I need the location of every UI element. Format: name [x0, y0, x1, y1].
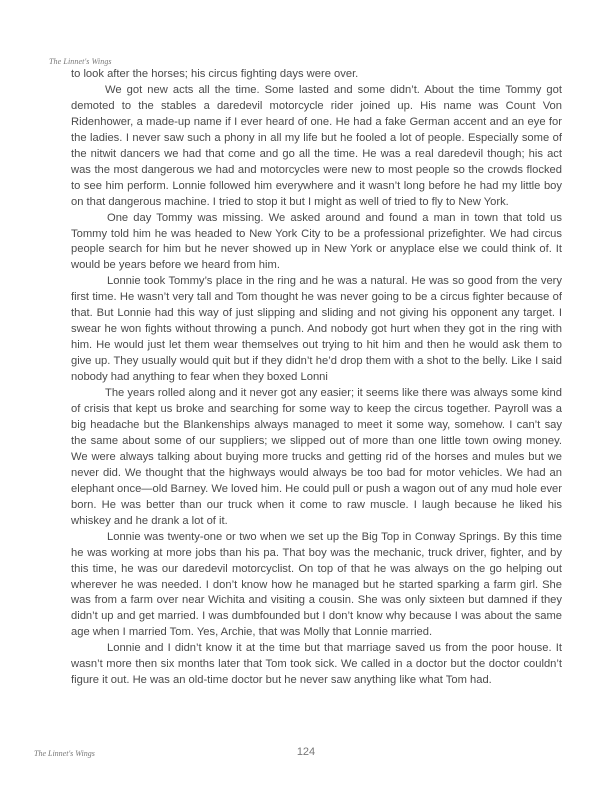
paragraph: The years rolled along and it never got any easier; it seems like there was always some kind of crisis that kept us broke and searching for some way to keep the circus together. Payroll was a big headache but the Blankenships always managed to meet it some way, somehow. I can’t say the same about some of our suppliers; we slipped out of more than one little town owing money. We were always talking about buying more trucks and getting rid of the horses and mules but we never did. We thought that the highways would always be too bad for motor vehicles. We had an elephant once—old Barney. We loved him. He could pull or push a wagon out of any mud hole ever born. He was better than our truck when it come to raw muscle. I laugh because he liked his whiskey and he drank a lot of it. — [71, 387, 562, 527]
paragraph: Lonnie and I didn’t know it at the time but that marriage saved us from the poor house. It wasn’t more then six months later that Tom took sick. We called in a doctor but the doctor couldn’t figure it out. He was an old-time doctor but he never saw anything like what Tom had. — [71, 642, 562, 687]
paragraph: Lonnie took Tommy’s place in the ring and he was a natural. He was so good from the very first time. He wasn’t very tall and Tom thought he was never going to be a circus fighter because of that. But Lonnie had this way of just slipping and sliding and not giving his opponent any target. I swear he won fights without throwing a punch. And nobody got hurt when they got in the ring with him. He would just let them wear themselves out trying to hit him and then he would ask them to give up. They usually would quit but if they didn’t he’d drop them with a shot to the belly. Like I said nobody had anything to fear when they boxed Lonni — [71, 275, 562, 384]
footer-book-title: The Linnet's Wings — [34, 749, 95, 758]
paragraph: One day Tommy was missing. We asked around and found a man in town that told us Tommy told him he was headed to New York City to be a professional prizefighter. We had circus people search for him but he never showed up in New York or anyplace else we could think of. It would be years before we heard from him. — [71, 211, 562, 272]
page-number: 124 — [296, 746, 316, 758]
body-text — [71, 67, 562, 689]
paragraph: We got new acts all the time. Some lasted and some didn’t. About the time Tommy got demoted to the stables a daredevil motorcycle rider joined up. His name was Count Von Ridenhower, a made-up name if I ever heard of one. He had a fake German accent and an eye for the ladies. I never saw such a phony in all my life but he fooled a lot of people. Especially some of the nitwit dancers we had that come and go all the time. He was a real daredevil though; his act was the most dangerous we had and motorcycles were new to most people so the crowds flocked to see him perform. Lonnie followed him everywhere and it wasn’t long before he had my little boy on that dangerous machine. I tried to stop it but I might as well of tried to fly to New York. — [71, 83, 562, 208]
paragraph-continued: to look after the horses; his circus fighting days were over. — [71, 68, 359, 80]
running-head-title: The Linnet's Wings — [49, 57, 112, 66]
paragraph: Lonnie was twenty-one or two when we set up the Big Top in Conway Springs. By this time he was working at more jobs than his pa. That boy was the mechanic, truck driver, fighter, and by this time, he was our daredevil motorcyclist. On top of that he was always on the go helping out wherever he was needed. I don’t know how he managed but he started sparking a farm girl. She was from a farm over near Wichita and visiting a cousin. She was only sixteen but damned if they didn’t up and get married. I was dumbfounded but I don’t know why because I was about the same age when I married Tom. Yes, Archie, that was Molly that Lonnie married. — [71, 530, 562, 639]
